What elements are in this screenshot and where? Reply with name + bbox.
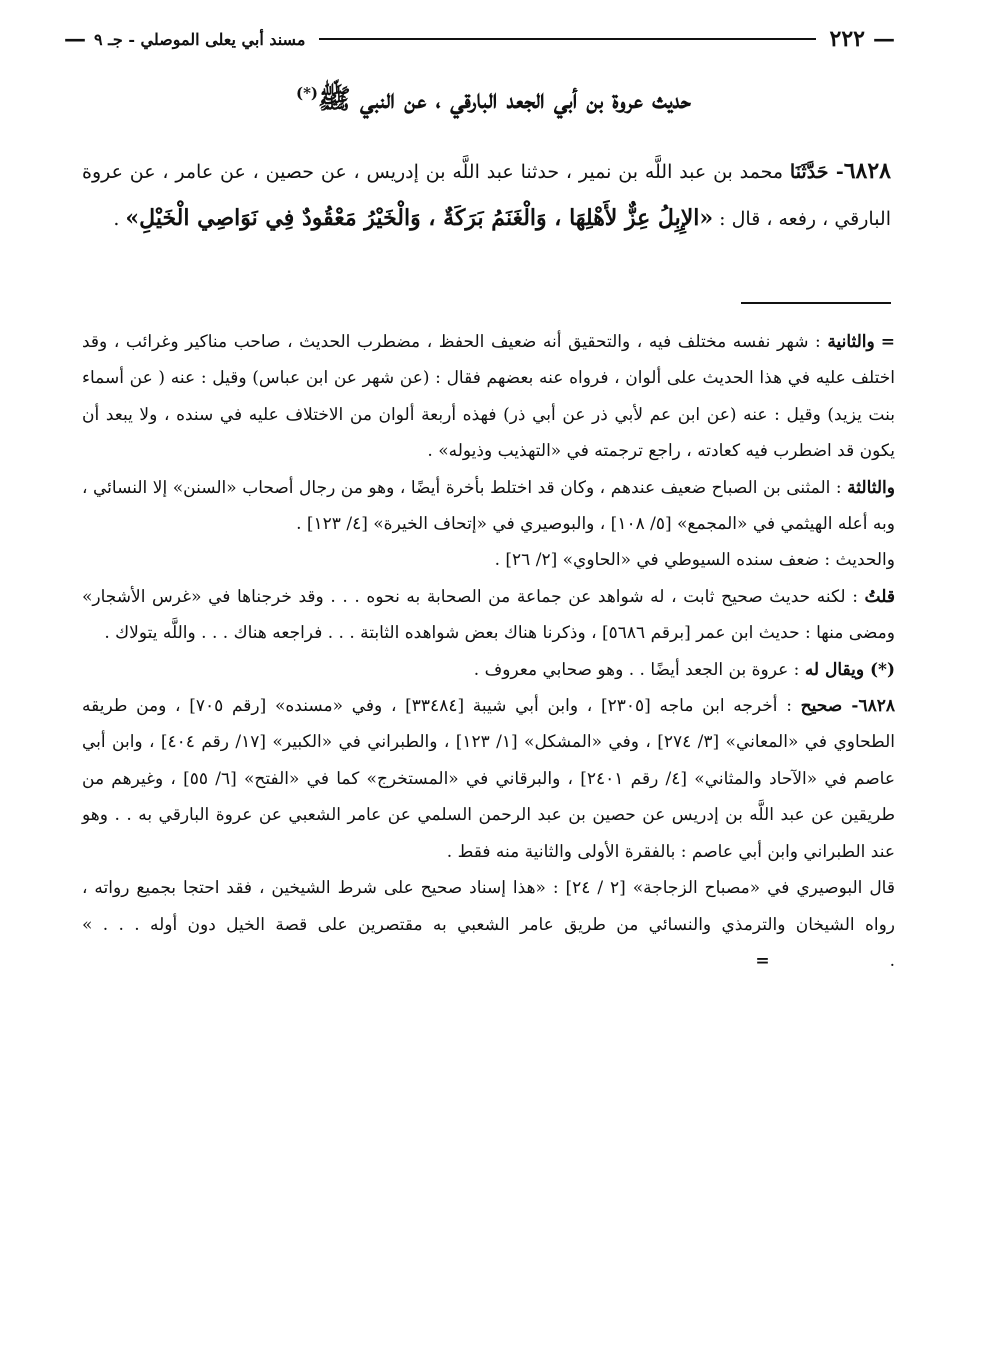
- note-text: : عروة بن الجعد أيضًا . . وهو صحابي معروف .: [473, 659, 805, 680]
- running-header: [62, 26, 897, 52]
- footnotes: [82, 324, 895, 979]
- note-paragraph: [82, 870, 895, 979]
- chapter-title-text: حديث عروة بن أبي الجعد البارقي ، عن النبي ﷺ: [318, 84, 692, 115]
- header-rule: [319, 38, 815, 40]
- note-lead: (*) ويقال له: [804, 659, 895, 680]
- note-text: قال البوصيري في «مصباح الزجاجة» [٢ / ٢٤] : «هذا إسناد صحيح على شرط الشيخين ، فقد احتجا بجميع رواته ، رواه الشيخان والترمذي والنسائي من طريق عامر الشعبي به مقتصرين على قصة الخيل دون أوله . . . » .: [82, 878, 895, 971]
- book-title: مسند أبي يعلى الموصلي - جـ ٩: [94, 29, 306, 49]
- note-text: : شهر نفسه مختلف فيه ، والتحقيق أنه ضعيف الحفظ ، مضطرب الحديث ، صاحب مناكير وغرائب ، وقد اختلف عليه في هذا الحديث على ألوان ، فرواه عنه بعضهم فقال : (عن شهر عن ابن عباس) وقيل : عنه ( عن أسماء بنت يزيد) وقيل : عنه (عن ابن عم لأبي ذر عن أبي ذر) فهذه أربعة ألوان من الاختلاف عليه في سنده ، ولا يبعد أن يكون قد اضطرب فيه كعادته ، راجع ترجمته في «التهذيب وذيوله» .: [82, 332, 895, 462]
- header-dash: —: [64, 26, 86, 52]
- page-number: ٢٢٢: [829, 26, 865, 52]
- note-text: والحديث : ضعف سنده السيوطي في «الحاوي» [٢/ ٢٦] .: [494, 550, 895, 571]
- continuation-mark: =: [755, 950, 770, 971]
- note-text: : المثنى بن الصباح ضعيف عندهم ، وكان قد اختلط بأخرة أيضًا ، وهو من رجال أصحاب «السنن» إلا النسائي ، وبه أعله الهيثمي في «المجمع» [٥/ ١٠٨] ، والبوصيري في «إتحاف الخيرة» [٤/ ١٢٣] .: [82, 477, 895, 535]
- note-lead: ٦٨٢٨- صحيح: [800, 696, 895, 717]
- note-lead: والثالثة: [847, 477, 895, 498]
- continuation-mark: =: [880, 332, 895, 352]
- note-text: : أخرجه ابن ماجه [٢٣٠٥] ، وابن أبي شيبة [٣٣٤٨٤] ، وفي «مسنده» [رقم ٧٠٥] ، ومن طريقه الطحاوي في «المعاني» [٣/ ٢٧٤] ، وفي «المشكل» [١/ ١٢٣] ، والطبراني في «الكبير» [١٧/ رقم ٤٠٤] ، وابن أبي عاصم في «الآحاد والمثاني» [٤/ رقم ٢٤٠١] ، والبرقاني في «المستخرج» كما في «الفتح» [٦/ ٥٥] ، وغيرهم من طريقين عن عبد اللَّه بن إدريس عن حصين بن عبد الرحمن السلمي عن عامر الشعبي عن عروة البارقي به . . وهو عند الطبراني وابن أبي عاصم : بالفقرة الأولى والثانية منه فقط .: [82, 696, 896, 862]
- footnote-rule: [741, 302, 891, 304]
- hadith-isnad: محمد بن عبد اللَّه بن نمير ، حدثنا عبد اللَّه بن إدريس ، عن حصين ، عن عامر ، عن عروة البارقي ، رفعه ، قال :: [82, 161, 891, 230]
- note-paragraph: [82, 542, 895, 578]
- chapter-title: [60, 82, 927, 122]
- hadith-matn: «الإِبِلُ عِزٌّ لأَهْلِهَا ، وَالْغَنَمُ بَرَكَةٌ ، وَالْخَيْرُ مَعْقُودٌ فِي نَوَاصِي الْخَيْلِ»: [125, 205, 714, 231]
- header-dash: —: [873, 26, 895, 52]
- haddathana: - حَدَّثَنَا: [789, 161, 844, 183]
- note-lead: والثانية: [827, 332, 875, 352]
- note-paragraph: [82, 579, 895, 652]
- note-paragraph: [82, 688, 895, 870]
- note-paragraph: [82, 470, 895, 543]
- note-paragraph: [82, 652, 895, 688]
- note-lead: قلتُ: [864, 586, 895, 607]
- hadith-number: ٦٨٢٨: [843, 158, 891, 184]
- chapter-marker: (*): [295, 84, 319, 102]
- hadith-end: .: [113, 208, 126, 230]
- hadith-text: [82, 148, 891, 242]
- note-paragraph: [82, 324, 895, 470]
- note-text: : لكنه حديث صحيح ثابت ، له شواهد عن جماعة من الصحابة به نحوه . . . وقد خرجناها في «غرس الأشجار» ومضى منها : حديث ابن عمر [برقم ٥٦٨٦] ، وذكرنا هناك بعض شواهده الثابتة . . . فراجعه هناك . . . واللَّه يتولاك .: [82, 586, 895, 644]
